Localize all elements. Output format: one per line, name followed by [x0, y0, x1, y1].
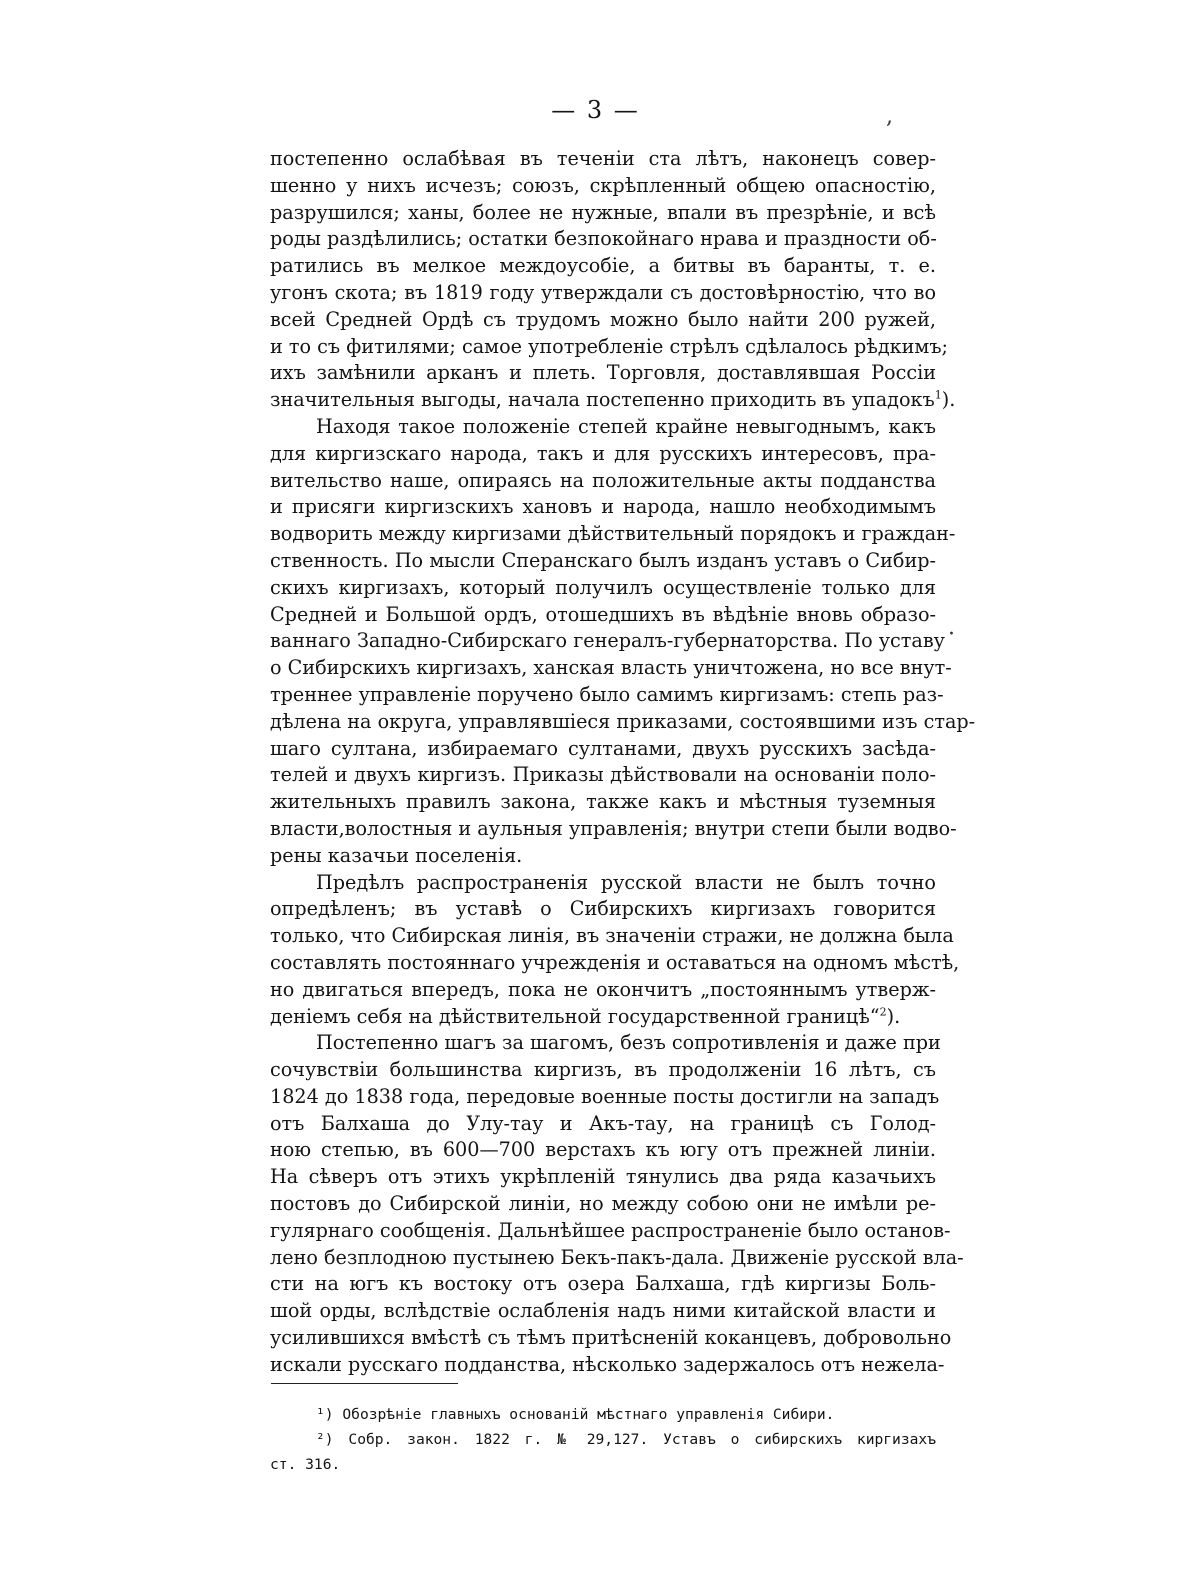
footnote-ref: 2 [879, 1005, 887, 1019]
page-number: — 3 — [551, 96, 640, 124]
main-text [270, 146, 976, 1379]
text-line: треннее управленіе поручено было самимъ киргизамъ: степь раз- [270, 682, 944, 706]
footnote: ¹) Обозрѣніе главныхъ основаній мѣстнаго управленія Сибири. [316, 1406, 835, 1423]
text-line: разрушился; ханы, более не нужные, впали въ презрѣніе, и всѣ [270, 200, 936, 224]
text-line: скихъ киргизахъ, который получилъ осуществленіе только для [270, 575, 936, 599]
text-line: для киргизскаго народа, такъ и для русскихъ интересовъ, пра- [270, 441, 936, 465]
text-line: значительныя выгоды, начала постепенно приходить въ упадокъ$^1$). [270, 388, 956, 412]
text-line: Средней и Большой ордъ, отошедшихъ въ вѣдѣніе вновь образо- [270, 602, 936, 626]
text-line: опредѣленъ; въ уставѣ о Сибирскихъ киргизахъ говорится [270, 897, 936, 921]
text-line: искали русскаго подданства, нѣсколько задержалось отъ нежела- [270, 1352, 945, 1376]
text-line: постовъ до Сибирской линіи, но между собою они не имѣли ре- [270, 1192, 936, 1216]
text-line: телей и двухъ киргизъ. Приказы дѣйствовали на основаніи поло- [270, 763, 936, 787]
text-line: шой орды, вслѣдствіе ослабленія надъ ними китайской власти и [270, 1299, 936, 1323]
text-line: постепенно ослабѣвая въ теченіи ста лѣтъ, наконецъ совер- [270, 147, 936, 170]
text-line: усилившихся вмѣстѣ съ тѣмъ притѣсненій коканцевъ, добровольно [270, 1326, 952, 1350]
footnote-marker: ¹) [316, 1406, 334, 1423]
text-line: Предѣлъ распространенія русской власти не былъ точно [316, 870, 936, 894]
text-line: но двигаться впередъ, пока не окончитъ „постояннымъ утверж- [270, 977, 936, 1001]
footnotes [270, 1402, 936, 1477]
footnote-divider [271, 1383, 458, 1384]
margin-mark-top: , [886, 104, 893, 129]
text-line: власти,волостныя и аульныя управленія; внутри степи были водво- [270, 816, 957, 840]
text-line: о Сибирскихъ киргизахъ, ханская власть уничтожена, но все внут- [270, 656, 952, 680]
text-line: Постепенно шагъ за шагомъ, безъ сопротивленія и даже при [316, 1031, 941, 1055]
text-line: роды раздѣлились; остатки безпокойнаго нрава и праздности об- [270, 227, 937, 251]
text-line: шенно у нихъ исчезъ; союзъ, скрѣпленный общею опасностію, [270, 173, 936, 197]
text-line: лено безплодною пустынею Бекъ-пакъ-дала. Движеніе русской вла- [270, 1245, 964, 1269]
text-line: всей Средней Ордѣ съ трудомъ можно было найти 200 ружей, [270, 307, 936, 331]
text-line: сочувствіи большинства киргизъ, въ продолженіи 16 лѣтъ, съ [270, 1058, 936, 1082]
text-line: составлять постояннаго учрежденія и оставаться на одномъ мѣстѣ, [270, 950, 960, 974]
text-line: ною степью, въ 600—700 верстахъ къ югу отъ прежней линіи. [270, 1138, 936, 1162]
footnote: ²) Собр. закон. 1822 г. № 29,127. Уставъ о сибирскихъ киргизахъ ст. 316. [270, 1431, 936, 1473]
footnote-ref: 1 [934, 388, 942, 402]
text-line: ственность. По мысли Сперанскаго былъ изданъ уставъ о Сибир- [270, 548, 936, 572]
text-line: дѣлена на округа, управлявшіеся приказами, состоявшими изъ стар- [270, 709, 976, 733]
text-line: гулярнаго сообщенія. Дальнѣйшее распространеніе было останов- [270, 1218, 951, 1242]
text-line: Находя такое положеніе степей крайне невыгоднымъ, какъ [316, 414, 936, 438]
text-line: шаго султана, избираемаго султанами, двухъ русскихъ засѣда- [270, 736, 936, 760]
text-line: и то съ фитилями; самое употребленіе стрѣлъ сдѣлалось рѣдкимъ; [270, 334, 949, 358]
text-line: вительство наше, опираясь на положительные акты подданства [270, 468, 936, 492]
text-line: ваннаго Западно-Сибирскаго генералъ-губернаторства. По уставу [270, 629, 945, 653]
paragraph [270, 870, 960, 1031]
text-line: сти на югъ къ востоку отъ озера Балхаша, гдѣ киргизы Боль- [270, 1272, 936, 1296]
text-line: деніемъ себя на дѣйствительной государственной границѣ“$^2$). [270, 1004, 901, 1028]
text-line: ратились въ мелкое междоусобіе, а битвы въ баранты, т. е. [270, 254, 936, 278]
paragraph [270, 414, 976, 870]
text-line: жительныхъ правилъ закона, также какъ и мѣстныя туземныя [270, 790, 936, 814]
text-line: водворить между киргизами дѣйствительный порядокъ и граждан- [270, 522, 956, 546]
text-line: ихъ замѣнили арканъ и плеть. Торговля, доставлявшая Россіи [270, 361, 936, 385]
text-line: угонъ скота; въ 1819 году утверждали съ достовѣрностію, что во [270, 280, 936, 304]
text-line: только, что Сибирская линія, въ значеніи стражи, не должна была [270, 924, 954, 948]
paragraph [270, 1030, 964, 1378]
text-line: На сѣверъ отъ этихъ укрѣпленій тянулись два ряда казачьихъ [270, 1165, 936, 1189]
margin-mark-side: · [948, 622, 955, 647]
text-line: 1824 до 1838 года, передовые военные посты достигли на западъ [270, 1084, 940, 1108]
text-line: отъ Балхаша до Улу-тау и Акъ-тау, на границѣ съ Голод- [270, 1111, 936, 1135]
paragraph [270, 146, 956, 414]
text-line: рены казачьи поселенія. [270, 843, 523, 867]
footnote-marker: ²) [316, 1431, 334, 1448]
text-line: и присяги киргизскихъ хановъ и народа, нашло необходимымъ [270, 495, 936, 519]
